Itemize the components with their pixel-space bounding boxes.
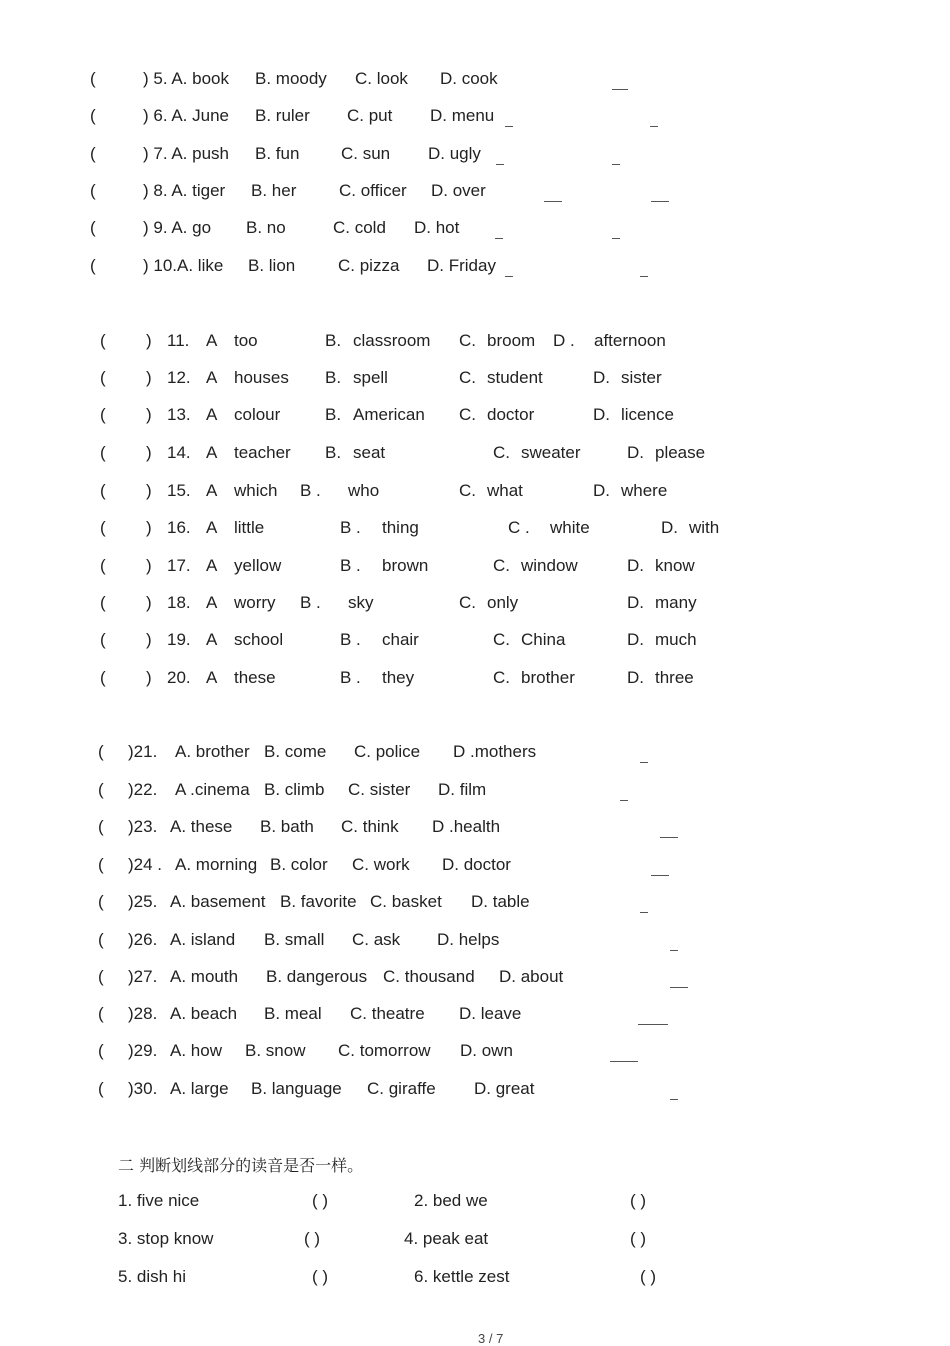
option-b: B. bath xyxy=(260,817,314,836)
option-c-label: C . xyxy=(508,518,530,537)
option-b: spell xyxy=(353,368,388,387)
underline-mark xyxy=(495,238,503,239)
option-d: afternoon xyxy=(594,331,666,350)
question-number: 18. xyxy=(167,593,191,612)
option-a-label: A xyxy=(206,556,218,575)
option-a: ) 5. A. book xyxy=(143,69,229,88)
underline-mark xyxy=(610,1061,638,1062)
question-number: )27. xyxy=(128,967,158,986)
option-b-label: B . xyxy=(340,668,361,687)
option-d-label: D . xyxy=(553,331,575,350)
question-number: )28. xyxy=(128,1004,158,1023)
option-b: thing xyxy=(382,518,419,537)
answer-paren-close: ) xyxy=(146,518,152,537)
option-b: B. climb xyxy=(264,780,325,799)
answer-paren-open[interactable]: ( xyxy=(98,892,104,911)
option-d: where xyxy=(621,481,668,500)
option-a: A. large xyxy=(170,1079,229,1098)
option-d: know xyxy=(655,556,695,575)
answer-paren-left[interactable]: ( ) xyxy=(312,1191,329,1210)
answer-paren-close: ) xyxy=(146,368,152,387)
option-b: classroom xyxy=(353,331,431,350)
answer-paren-open[interactable]: ( xyxy=(100,331,106,350)
option-a: ) 8. A. tiger xyxy=(143,181,226,200)
answer-paren-right[interactable]: ( ) xyxy=(630,1191,647,1210)
option-b-label: B . xyxy=(340,518,361,537)
option-b: B. color xyxy=(270,855,328,874)
option-c-label: C. xyxy=(493,443,510,462)
option-a: these xyxy=(234,668,276,687)
option-a: little xyxy=(234,518,265,537)
option-b: B. her xyxy=(251,181,297,200)
answer-paren-open[interactable]: ( xyxy=(100,481,106,500)
answer-paren-open[interactable]: ( xyxy=(98,855,104,874)
item-right: 6. kettle zest xyxy=(414,1267,510,1286)
underline-mark xyxy=(505,126,513,127)
question-number: 20. xyxy=(167,668,191,687)
option-c: C. giraffe xyxy=(367,1079,436,1098)
answer-paren-open[interactable]: ( xyxy=(98,742,104,761)
option-a-label: A xyxy=(206,331,218,350)
answer-paren-open[interactable]: ( xyxy=(100,443,106,462)
answer-paren-open[interactable]: ( xyxy=(100,405,106,424)
option-d-label: D. xyxy=(627,593,644,612)
answer-paren-open[interactable]: ( xyxy=(98,930,104,949)
option-a: school xyxy=(234,630,284,649)
underline-mark xyxy=(612,238,620,239)
option-b: brown xyxy=(382,556,429,575)
option-b: B. small xyxy=(264,930,325,949)
option-d: D. own xyxy=(460,1041,513,1060)
option-b-label: B. xyxy=(325,331,342,350)
option-c: only xyxy=(487,593,519,612)
underline-mark xyxy=(640,762,648,763)
option-a: teacher xyxy=(234,443,291,462)
answer-paren-close: ) xyxy=(146,630,152,649)
question-number: )21. xyxy=(128,742,158,761)
underline-mark xyxy=(640,912,648,913)
answer-paren-close: ) xyxy=(146,481,152,500)
answer-paren-open[interactable]: ( xyxy=(100,368,106,387)
answer-paren-open[interactable]: ( xyxy=(100,556,106,575)
option-a: A. island xyxy=(170,930,236,949)
option-a: yellow xyxy=(234,556,282,575)
option-d: D. ugly xyxy=(428,144,481,163)
option-a: worry xyxy=(234,593,276,612)
answer-paren-close: ) xyxy=(146,556,152,575)
option-a: A .cinema xyxy=(175,780,250,799)
answer-paren-close: ) xyxy=(146,593,152,612)
option-a: houses xyxy=(234,368,289,387)
option-a-label: A xyxy=(206,630,218,649)
underline-mark xyxy=(612,89,628,90)
option-b: B. favorite xyxy=(280,892,357,911)
option-d: much xyxy=(655,630,697,649)
option-c: C. look xyxy=(355,69,408,88)
answer-paren-open[interactable]: ( xyxy=(98,1004,104,1023)
option-d: please xyxy=(655,443,706,462)
answer-paren-left[interactable]: ( ) xyxy=(304,1229,321,1248)
option-a: ) 6. A. June xyxy=(143,106,229,125)
option-a: ) 9. A. go xyxy=(143,218,212,237)
underline-mark xyxy=(670,950,678,951)
option-b-label: B . xyxy=(300,481,321,500)
answer-paren[interactable]: ( xyxy=(90,218,96,237)
question-number: 16. xyxy=(167,518,191,537)
option-d-label: D. xyxy=(661,518,678,537)
option-c: white xyxy=(550,518,590,537)
option-d: with xyxy=(689,518,720,537)
option-d: D .health xyxy=(432,817,501,836)
option-c: C. basket xyxy=(370,892,442,911)
option-a: A. brother xyxy=(175,742,250,761)
answer-paren-open[interactable]: ( xyxy=(98,780,104,799)
option-a-label: A xyxy=(206,668,218,687)
answer-paren-close: ) xyxy=(146,668,152,687)
option-c-label: C. xyxy=(459,331,476,350)
option-c-label: C. xyxy=(459,481,476,500)
answer-paren-open[interactable]: ( xyxy=(100,518,106,537)
answer-paren-open[interactable]: ( xyxy=(98,1041,104,1060)
option-c: student xyxy=(487,368,543,387)
question-number: )23. xyxy=(128,817,158,836)
option-b: B. lion xyxy=(248,256,296,275)
option-b: who xyxy=(348,481,380,500)
question-number: 15. xyxy=(167,481,191,500)
answer-paren-close: ) xyxy=(146,405,152,424)
option-a-label: A xyxy=(206,443,218,462)
option-b: B. meal xyxy=(264,1004,322,1023)
option-a: A. these xyxy=(170,817,233,836)
answer-paren-close: ) xyxy=(146,331,152,350)
option-c: C. sister xyxy=(348,780,411,799)
option-c-label: C. xyxy=(493,668,510,687)
answer-paren-open[interactable]: ( xyxy=(98,817,104,836)
option-c: C. thousand xyxy=(383,967,475,986)
option-d: D. hot xyxy=(414,218,460,237)
question-number: )26. xyxy=(128,930,158,949)
item-right: 2. bed we xyxy=(414,1191,488,1210)
option-d: D. about xyxy=(499,967,564,986)
question-number: 11. xyxy=(167,331,190,350)
option-b-label: B. xyxy=(325,405,342,424)
answer-paren-close: ) xyxy=(146,443,152,462)
option-d-label: D. xyxy=(627,443,644,462)
underline-mark xyxy=(670,1099,678,1100)
underline-mark xyxy=(638,1024,668,1025)
option-d-label: D. xyxy=(627,668,644,687)
option-c: C. ask xyxy=(352,930,401,949)
option-a-label: A xyxy=(206,405,218,424)
option-d-label: D. xyxy=(593,405,610,424)
option-b-label: B. xyxy=(325,443,342,462)
answer-paren-open[interactable]: ( xyxy=(98,967,104,986)
answer-paren[interactable]: ( xyxy=(90,106,96,125)
option-b: B. language xyxy=(251,1079,342,1098)
option-c: C. cold xyxy=(333,218,386,237)
answer-paren-open[interactable]: ( xyxy=(98,1079,104,1098)
question-number: )30. xyxy=(128,1079,158,1098)
option-c: doctor xyxy=(487,405,535,424)
underline-mark xyxy=(670,987,688,988)
option-c: C. put xyxy=(347,106,393,125)
option-d-label: D. xyxy=(627,630,644,649)
option-a-label: A xyxy=(206,518,218,537)
option-a-label: A xyxy=(206,368,218,387)
option-d: many xyxy=(655,593,697,612)
answer-paren[interactable]: ( xyxy=(90,69,96,88)
option-b-label: B . xyxy=(340,556,361,575)
option-a: A. morning xyxy=(175,855,258,874)
option-b-label: B. xyxy=(325,368,342,387)
option-d: D. leave xyxy=(459,1004,522,1023)
option-d: D. over xyxy=(431,181,486,200)
underline-mark xyxy=(544,201,562,202)
option-d: D. helps xyxy=(437,930,500,949)
option-a: colour xyxy=(234,405,281,424)
option-a: too xyxy=(234,331,258,350)
option-d: D. Friday xyxy=(427,256,496,275)
option-c-label: C. xyxy=(459,593,476,612)
option-d: licence xyxy=(621,405,674,424)
answer-paren-open[interactable]: ( xyxy=(100,593,106,612)
option-d-label: D. xyxy=(627,556,644,575)
option-b: American xyxy=(353,405,425,424)
page-number: 3 / 7 xyxy=(478,1331,504,1346)
option-b: seat xyxy=(353,443,386,462)
option-c: C. sun xyxy=(341,144,391,163)
option-b: B. ruler xyxy=(255,106,310,125)
option-c: C. officer xyxy=(339,181,407,200)
option-c-label: C. xyxy=(493,630,510,649)
question-number: )24 . xyxy=(128,855,163,874)
option-a: ) 7. A. push xyxy=(143,144,229,163)
option-c: China xyxy=(521,630,566,649)
option-b: B. moody xyxy=(255,69,327,88)
option-c: C. tomorrow xyxy=(338,1041,431,1060)
option-d: D. film xyxy=(438,780,487,799)
option-c: brother xyxy=(521,668,575,687)
option-a: which xyxy=(234,481,278,500)
option-d: three xyxy=(655,668,694,687)
option-a-label: A xyxy=(206,593,218,612)
option-d: D. table xyxy=(471,892,530,911)
underline-mark xyxy=(496,164,504,165)
answer-paren-left[interactable]: ( ) xyxy=(312,1267,329,1286)
question-number: 12. xyxy=(167,368,191,387)
item-left: 5. dish hi xyxy=(118,1267,187,1286)
question-number: )25. xyxy=(128,892,158,911)
option-d-label: D. xyxy=(593,481,610,500)
option-d: D. cook xyxy=(440,69,498,88)
option-a-label: A xyxy=(206,481,218,500)
option-d: D. great xyxy=(474,1079,535,1098)
option-b: B. no xyxy=(246,218,286,237)
section-heading: 二 判断划线部分的读音是否一样。 xyxy=(118,1156,364,1175)
option-b: B. snow xyxy=(245,1041,306,1060)
underline-mark xyxy=(651,201,669,202)
option-b: they xyxy=(382,668,415,687)
answer-paren[interactable]: ( xyxy=(90,181,96,200)
option-b: B. come xyxy=(264,742,327,761)
underline-mark xyxy=(620,800,628,801)
option-b-label: B . xyxy=(300,593,321,612)
option-b: chair xyxy=(382,630,419,649)
underline-mark xyxy=(505,276,513,277)
question-number: 13. xyxy=(167,405,191,424)
underline-mark xyxy=(640,276,648,277)
answer-paren[interactable]: ( xyxy=(90,144,96,163)
option-c: what xyxy=(487,481,523,500)
option-d-label: D. xyxy=(593,368,610,387)
option-b: B. dangerous xyxy=(266,967,368,986)
option-b-label: B . xyxy=(340,630,361,649)
option-c: broom xyxy=(487,331,536,350)
option-c: C. think xyxy=(341,817,399,836)
underline-mark xyxy=(650,126,658,127)
option-c: C. police xyxy=(354,742,421,761)
item-left: 3. stop know xyxy=(118,1229,214,1248)
option-d: D .mothers xyxy=(453,742,537,761)
answer-paren-open[interactable]: ( xyxy=(100,668,106,687)
answer-paren[interactable]: ( xyxy=(90,256,96,275)
option-c-label: C. xyxy=(493,556,510,575)
answer-paren-open[interactable]: ( xyxy=(100,630,106,649)
question-number: 17. xyxy=(167,556,191,575)
question-number: )29. xyxy=(128,1041,158,1060)
underline-mark xyxy=(660,837,678,838)
option-d: D. menu xyxy=(430,106,495,125)
option-c: window xyxy=(521,556,578,575)
underline-mark xyxy=(612,164,620,165)
option-c: C. work xyxy=(352,855,410,874)
item-right: 4. peak eat xyxy=(404,1229,489,1248)
underline-mark xyxy=(651,875,669,876)
option-a: A. beach xyxy=(170,1004,238,1023)
option-c: C. theatre xyxy=(350,1004,425,1023)
option-c: C. pizza xyxy=(338,256,400,275)
option-d: D. doctor xyxy=(442,855,511,874)
option-a: ) 10.A. like xyxy=(143,256,224,275)
option-b: B. fun xyxy=(255,144,300,163)
question-number: 19. xyxy=(167,630,191,649)
question-number: 14. xyxy=(167,443,191,462)
option-c-label: C. xyxy=(459,368,476,387)
option-c-label: C. xyxy=(459,405,476,424)
item-left: 1. five nice xyxy=(118,1191,200,1210)
option-c: sweater xyxy=(521,443,581,462)
question-number: )22. xyxy=(128,780,158,799)
answer-paren-right[interactable]: ( ) xyxy=(640,1267,657,1286)
answer-paren-right[interactable]: ( ) xyxy=(630,1229,647,1248)
option-a: A. mouth xyxy=(170,967,239,986)
option-a: A. basement xyxy=(170,892,266,911)
option-b: sky xyxy=(348,593,374,612)
option-a: A. how xyxy=(170,1041,222,1060)
option-d: sister xyxy=(621,368,662,387)
